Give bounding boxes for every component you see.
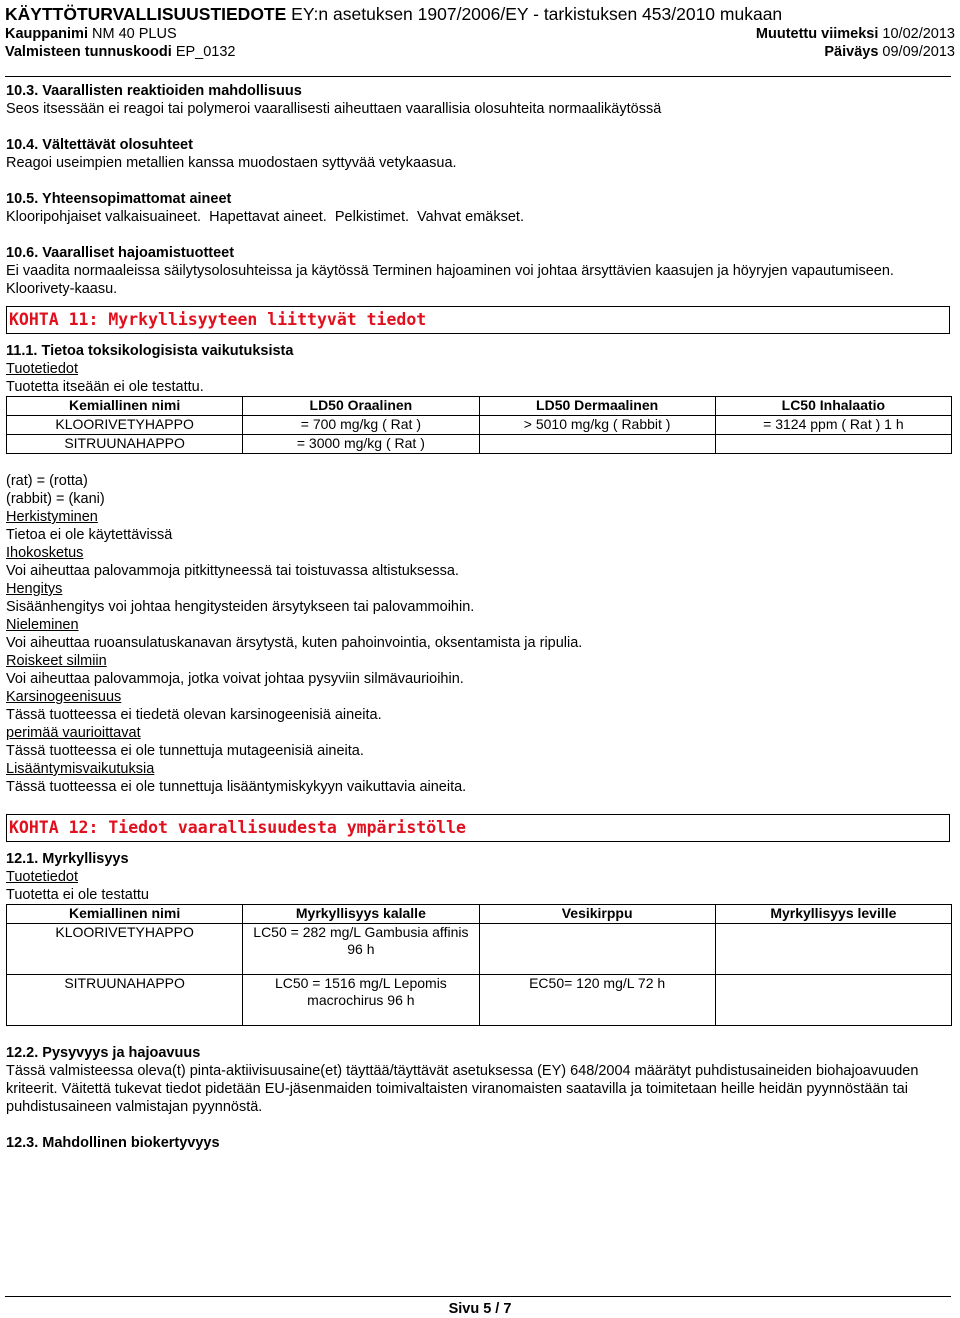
effect-label: Nieleminen bbox=[6, 617, 79, 633]
modified-date bbox=[756, 25, 955, 43]
title-regulation: EY:n asetuksen 1907/2006/EY - tarkistuksen 453/2010 mukaan bbox=[286, 4, 783, 24]
section-10-3-text: Seos itsessään ei reagoi tai polymeroi vaarallisesti aiheuttaen vaarallisia olosuhteita normaalikäytössä bbox=[6, 101, 662, 117]
trade-name bbox=[5, 25, 177, 43]
title-main: KÄYTTÖTURVALLISUUSTIEDOTE bbox=[5, 4, 287, 24]
section-10-5-text: Klooripohjaiset valkaisuaineet. Hapettavat aineet. Pelkistimet. Vahvat emäkset. bbox=[6, 209, 524, 225]
section-10-4-text: Reagoi useimpien metallien kanssa muodostaen syttyvää vetykaasua. bbox=[6, 155, 457, 171]
table-header-row bbox=[7, 397, 952, 416]
table-header: LC50 Inhalaatio bbox=[715, 397, 951, 416]
table-cell: LC50 = 282 mg/L Gambusia affinis 96 h bbox=[243, 924, 479, 975]
table-header: Kemiallinen nimi bbox=[7, 397, 243, 416]
table-cell: EC50= 120 mg/L 72 h bbox=[479, 975, 715, 1026]
modified-value: 10/02/2013 bbox=[882, 26, 955, 42]
note-rat: (rat) = (rotta) bbox=[6, 473, 88, 489]
product-code-label: Valmisteen tunnuskoodi bbox=[5, 44, 172, 60]
effect-text: Voi aiheuttaa palovammoja pitkittyneessä tai toistuvassa altistuksessa. bbox=[6, 563, 459, 579]
product-info-label-12: Tuotetiedot bbox=[6, 869, 79, 885]
effect-label: Hengitys bbox=[6, 581, 63, 597]
footer-divider bbox=[5, 1296, 951, 1297]
table-cell: > 5010 mg/kg ( Rabbit ) bbox=[479, 416, 715, 435]
table-row bbox=[7, 975, 952, 1026]
table-header-row bbox=[7, 905, 952, 924]
table-header: LD50 Dermaalinen bbox=[479, 397, 715, 416]
ecotoxicity-table bbox=[6, 904, 952, 1026]
table-header: Myrkyllisyys leville bbox=[715, 905, 951, 924]
effect-text: Voi aiheuttaa ruoansulatuskanavan ärsytystä, kuten pahoinvointia, oksentamista ja ripulia. bbox=[6, 635, 583, 651]
trade-name-label: Kauppanimi bbox=[5, 26, 88, 42]
section-12-heading: KOHTA 12: Tiedot vaarallisuudesta ympäristölle bbox=[6, 814, 950, 842]
page-number: Sivu 5 / 7 bbox=[448, 1301, 512, 1317]
table-cell bbox=[715, 975, 951, 1026]
date-value: 09/09/2013 bbox=[882, 44, 955, 60]
toxicity-table bbox=[6, 396, 952, 454]
table-header: LD50 Oraalinen bbox=[243, 397, 479, 416]
issue-date bbox=[824, 43, 955, 61]
product-info-label-11: Tuotetiedot bbox=[6, 361, 79, 377]
table-cell: = 3124 ppm ( Rat ) 1 h bbox=[715, 416, 951, 435]
section-10-6-title: 10.6. Vaaralliset hajoamistuotteet bbox=[6, 245, 235, 261]
table-cell bbox=[715, 924, 951, 975]
effect-label: Lisääntymisvaikutuksia bbox=[6, 761, 155, 777]
effect-label: Ihokosketus bbox=[6, 545, 84, 561]
date-label: Päiväys bbox=[824, 44, 879, 60]
table-row bbox=[7, 435, 952, 454]
table-header: Kemiallinen nimi bbox=[7, 905, 243, 924]
document-title bbox=[5, 4, 955, 24]
table-cell: SITRUUNAHAPPO bbox=[7, 435, 243, 454]
effect-label: perimää vaurioittavat bbox=[6, 725, 141, 741]
effect-text: Tietoa ei ole käytettävissä bbox=[6, 527, 173, 543]
product-info-text-11: Tuotetta itseään ei ole testattu. bbox=[6, 379, 204, 395]
table-cell bbox=[479, 435, 715, 454]
section-10-4-title: 10.4. Vältettävät olosuhteet bbox=[6, 137, 193, 153]
table-cell: = 3000 mg/kg ( Rat ) bbox=[243, 435, 479, 454]
section-12-2-text: Tässä valmisteessa oleva(t) pinta-aktiivisuusaine(et) täyttää/täyttävät asetuksessa (EY) 648/2004 määrätyt puhdistusaineiden biohajoavuuden kriteerit. Väitettä tukevat tiedot pidetään EU-jäsenmaiden toimivaltaisten viranomaisten saatavilla ja toimitetaan heille heidän pyynnöstään tai puhdistusaineen valmistajan pyynnöstä. bbox=[6, 1063, 919, 1115]
section-11-heading: KOHTA 11: Myrkyllisyyteen liittyvät tiedot bbox=[6, 306, 950, 334]
table-cell bbox=[715, 435, 951, 454]
effect-text: Tässä tuotteessa ei ole tunnettuja lisääntymiskykyyn vaikuttavia aineita. bbox=[6, 779, 467, 795]
table-cell: = 700 mg/kg ( Rat ) bbox=[243, 416, 479, 435]
note-rabbit: (rabbit) = (kani) bbox=[6, 491, 105, 507]
effect-label: Karsinogeenisuus bbox=[6, 689, 122, 705]
section-10-5-title: 10.5. Yhteensopimattomat aineet bbox=[6, 191, 232, 207]
table-cell: SITRUUNAHAPPO bbox=[7, 975, 243, 1026]
table-cell: LC50 = 1516 mg/L Lepomis macrochirus 96 h bbox=[243, 975, 479, 1026]
table-cell bbox=[479, 924, 715, 975]
effect-text: Tässä tuotteessa ei tiedetä olevan karsinogeenisiä aineita. bbox=[6, 707, 382, 723]
modified-label: Muutettu viimeksi bbox=[755, 26, 879, 42]
section-10-6-text: Ei vaadita normaaleissa säilytysolosuhteissa ja käytössä Terminen hajoaminen voi johtaa ärsyttävien kaasujen ja höyryjen vapautumiseen. Kloorivety-kaasu. bbox=[6, 263, 894, 297]
product-code bbox=[5, 43, 235, 61]
section-11-1-title: 11.1. Tietoa toksikologisista vaikutuksista bbox=[6, 343, 294, 359]
effect-text: Voi aiheuttaa palovammoja, jotka voivat johtaa pysyviin silmävaurioihin. bbox=[6, 671, 464, 687]
section-10-3-title: 10.3. Vaarallisten reaktioiden mahdollisuus bbox=[6, 83, 302, 99]
table-cell: KLOORIVETYHAPPO bbox=[7, 924, 243, 975]
section-12-3-title: 12.3. Mahdollinen biokertyvyys bbox=[6, 1135, 220, 1151]
table-row bbox=[7, 416, 952, 435]
table-row bbox=[7, 924, 952, 975]
section-12-2-title: 12.2. Pysyvyys ja hajoavuus bbox=[6, 1045, 201, 1061]
effect-label: Roiskeet silmiin bbox=[6, 653, 107, 669]
header-row-1 bbox=[5, 25, 955, 43]
header-row-2 bbox=[5, 43, 955, 61]
product-info-text-12: Tuotetta ei ole testattu bbox=[6, 887, 149, 903]
document-body bbox=[6, 82, 952, 1152]
table-header: Myrkyllisyys kalalle bbox=[243, 905, 479, 924]
section-12-1-title: 12.1. Myrkyllisyys bbox=[6, 851, 129, 867]
table-cell: KLOORIVETYHAPPO bbox=[7, 416, 243, 435]
effect-text: Tässä tuotteessa ei ole tunnettuja mutageenisiä aineita. bbox=[6, 743, 364, 759]
header-divider bbox=[5, 76, 951, 77]
effect-text: Sisäänhengitys voi johtaa hengitysteiden ärsytykseen tai palovammoihin. bbox=[6, 599, 475, 615]
product-code-value: EP_0132 bbox=[175, 44, 236, 60]
trade-name-value: NM 40 PLUS bbox=[92, 26, 177, 42]
table-header: Vesikirppu bbox=[479, 905, 715, 924]
effect-label: Herkistyminen bbox=[6, 509, 98, 525]
